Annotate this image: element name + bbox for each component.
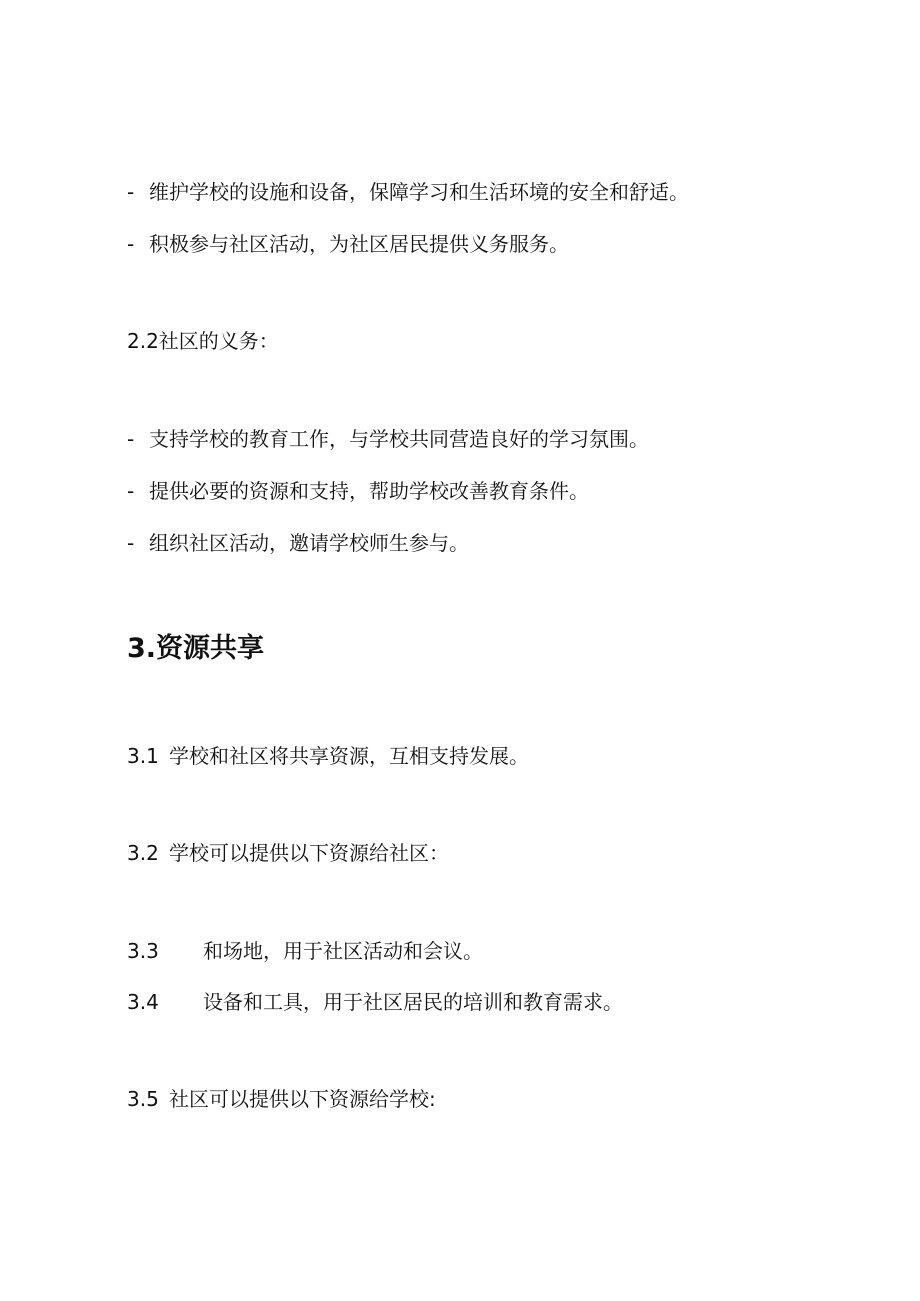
bullet-item-support-education (127, 427, 649, 451)
clause-number: 3.2 (127, 841, 159, 865)
clause-text: 设备和工具，用于社区居民的培训和教育需求。 (203, 990, 623, 1014)
bullet-text: 提供必要的资源和支持，帮助学校改善教育条件。 (149, 479, 589, 503)
clause-text: 学校可以提供以下资源给社区： (169, 841, 449, 865)
bullet-text: 组织社区活动，邀请学校师生参与。 (149, 531, 469, 555)
bullet-item-facilities (127, 180, 689, 204)
bullet-item-organize-activities (127, 531, 469, 555)
bullet-text: 维护学校的设施和设备，保障学习和生活环境的安全和舒适。 (149, 180, 689, 204)
clause-text: 学校和社区将共享资源，互相支持发展。 (169, 744, 529, 768)
clause-3-2 (127, 841, 449, 865)
clause-number: 3.4 (127, 990, 159, 1014)
section-heading-3: 3.资源共享 (127, 633, 265, 664)
bullet-text: 支持学校的教育工作，与学校共同营造良好的学习氛围。 (149, 427, 649, 451)
bullet-item-community-activities (127, 232, 569, 256)
clause-3-1 (127, 744, 529, 768)
clause-number: 3.1 (127, 744, 159, 768)
clause-text: 社区可以提供以下资源给学校: (169, 1087, 436, 1111)
bullet-dash: - (127, 180, 135, 204)
clause-3-4 (127, 990, 623, 1014)
subsection-title-2-2: 2.2社区的义务： (127, 329, 279, 353)
bullet-dash: - (127, 427, 135, 451)
clause-3-3 (127, 939, 483, 963)
bullet-dash: - (127, 479, 135, 503)
clause-number: 3.3 (127, 939, 159, 963)
bullet-dash: - (127, 232, 135, 256)
bullet-text: 积极参与社区活动，为社区居民提供义务服务。 (149, 232, 569, 256)
clause-number: 3.5 (127, 1087, 159, 1111)
bullet-dash: - (127, 531, 135, 555)
bullet-item-provide-resources (127, 479, 589, 503)
clause-text: 和场地，用于社区活动和会议。 (203, 939, 483, 963)
clause-3-5 (127, 1087, 436, 1111)
